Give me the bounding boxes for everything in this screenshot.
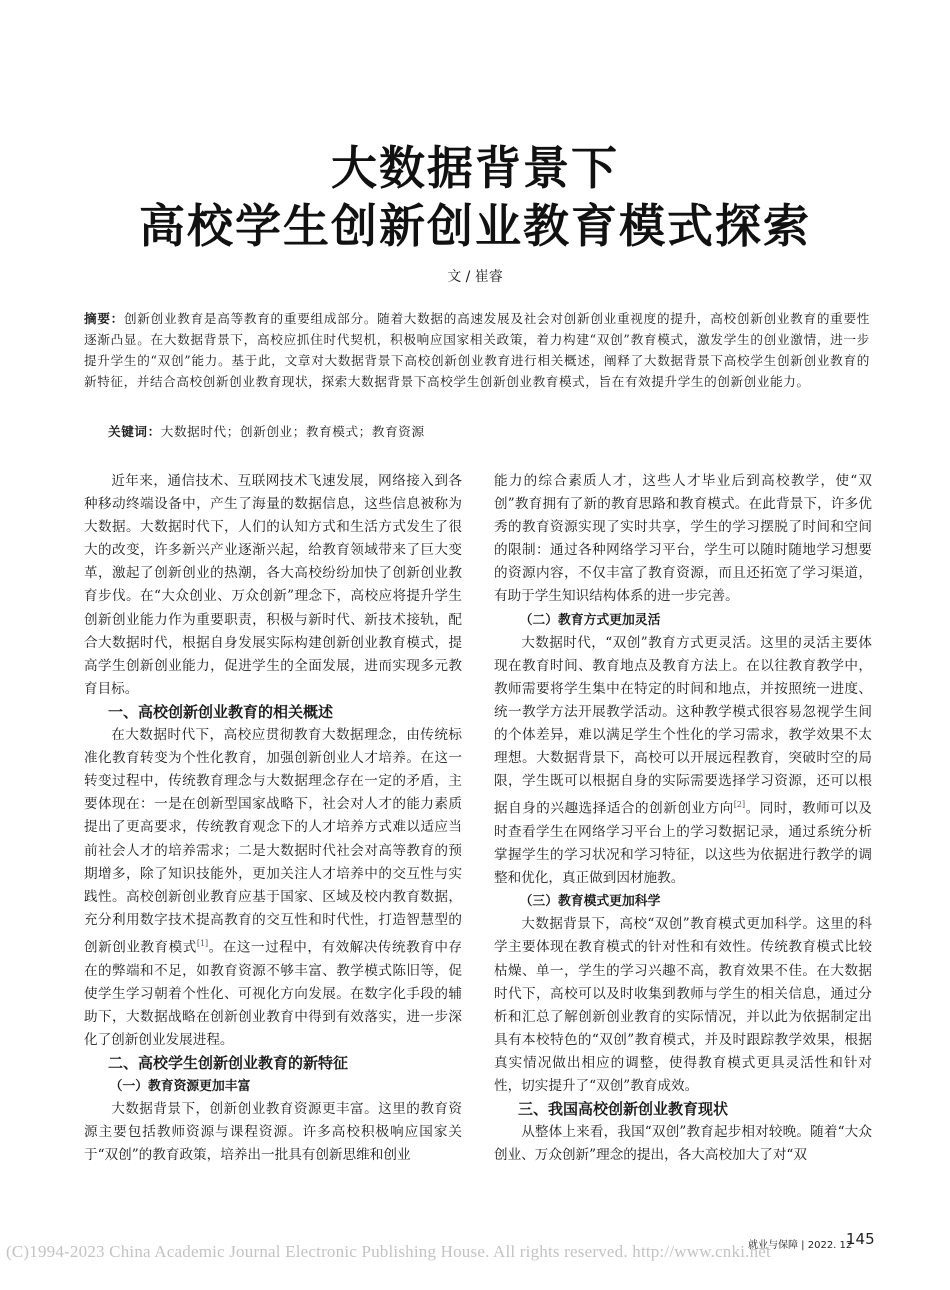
- subsection-2-1-paragraph: 大数据背景下，创新创业教育资源更丰富。这里的教育资源主要包括教师资源与课程资源。许多高校积极响应国家关于“双创”的教育政策，培养出一批具有创新思维和创业: [84, 1101, 462, 1164]
- article-title-line-2: 高校学生创新创业教育模式探索: [139, 199, 811, 253]
- subsection-heading-2-2: （二）教育方式更加灵活: [519, 612, 661, 628]
- section-1-paragraph: [84, 724, 462, 1052]
- section-1-text-b: 。在这一过程中，有效解决传统教育中存在的弊端和不足，如教育资源不够丰富、教学模式陈旧等，促使学生学习朝着个性化、可视化方向发展。在数字化手段的辅助下，大数据战略在创新创业教育中得到有效落实，进一步深化了创新创业发展进程。: [84, 939, 463, 1048]
- page-number: 145: [846, 1230, 875, 1248]
- copyright-watermark: (C)1994-2023 China Academic Journal Electronic Publishing House. All rights reserved. http://www.cnki.net: [6, 1242, 771, 1261]
- subsection-heading-2-3: （三）教育模式更加科学: [519, 894, 661, 910]
- left-column: [84, 470, 462, 1167]
- intro-paragraph: 近年来，通信技术、互联网技术飞速发展，网络接入到各种移动终端设备中，产生了海量的数据信息，这些信息被称为大数据。大数据时代下，人们的认知方式和生活方式发生了很大的改变，许多新兴产业逐渐兴起，给教育领域带来了巨大变革，激起了创新创业的热潮，各大高校纷纷加快了创新创业教育步伐。在“大众创业、万众创新”理念下，高校应将提升学生创新创业能力作为重要职责，积极与新时代、新技术接轨，配合大数据时代，根据自身发展实际构建创新创业教育模式，提高学生创新创业能力，促进学生的全面发展，进而实现多元教育目标。: [84, 473, 462, 697]
- abstract-text: 创新创业教育是高等教育的重要组成部分。随着大数据的高速发展及社会对创新创业重视度的提升，高校创新创业教育的重要性逐渐凸显。在大数据背景下，高校应抓住时代契机，积极响应国家相关政策，着力构建“双创”教育模式，激发学生的创业激情，进一步提升学生的“双创”能力。基于此，文章对大数据背景下高校创新创业教育进行相关概述，阐释了大数据背景下高校学生创新创业教育的新特征，并结合高校创新创业教育现状，探索大数据背景下高校学生创新创业教育模式，旨在有效提升学生的创新创业能力。: [84, 311, 870, 389]
- citation-1: [1]: [196, 938, 209, 948]
- right-column: [494, 470, 872, 1167]
- subsection-2-2-text-b: 。同时，教师可以及时查看学生在网络学习平台上的学习数据记录，通过系统分析掌握学生的学习状况和学习特征，以这些为依据进行教学的调整和优化，真正做到因材施教。: [494, 800, 873, 887]
- continued-paragraph: 能力的综合素质人才，这些人才毕业后到高校教学，使“双创”教育拥有了新的教育思路和教育模式。在此背景下，许多优秀的教育资源实现了实时共享，学生的学习摆脱了时间和空间的限制：通过各种网络学习平台，学生可以随时随地学习想要的资源内容，不仅丰富了教育资源，而且还拓宽了学习渠道，有助于学生知识结构体系的进一步完善。: [494, 473, 872, 605]
- abstract: [84, 308, 870, 392]
- subsection-2-3-paragraph: 大数据背景下，高校“双创”教育模式更加科学。这里的科学主要体现在教育模式的针对性和有效性。传统教育模式比较枯燥、单一，学生的学习兴趣不高，教育效果不佳。在大数据时代下，高校可以及时收集到教师与学生的相关信息，通过分析和汇总了解创新创业教育的实际情况，并以此为依据制定出具有本校特色的“双创”教育模式，并及时跟踪教学效果，根据真实情况做出相应的调整，使得教育模式更具灵活性和针对性，切实提升了“双创”教育成效。: [494, 916, 872, 1094]
- subsection-2-2-paragraph: [494, 632, 872, 891]
- section-3-paragraph: 从整体上来看，我国“双创”教育起步相对较晚。随着“大众创业、万众创新”理念的提出，各大高校加大了对“双: [494, 1124, 872, 1164]
- journal-footer: 就业与保障 | 2022. 12: [748, 1240, 853, 1251]
- keywords: [108, 421, 868, 442]
- subsection-2-2-text-a: 大数据时代，“双创”教育方式更灵活。这里的灵活主要体现在教育时间、教育地点及教育方法上。在以往教育教学中，教师需要将学生集中在特定的时间和地点，并按照统一进度、统一教学方法开展教学活动。这种教学模式很容易忽视学生间的个体差异，难以满足学生个性化的学习需求，教学效果不太理想。大数据背景下，高校可以开展远程教育，突破时空的局限，学生既可以根据自身的实际需要选择学习资源，还可以根据自身的兴趣选择适合的创新创业方向: [494, 634, 872, 817]
- section-heading-2: 二、高校学生创新创业教育的新特征: [108, 1053, 349, 1072]
- section-heading-3: 三、我国高校创新创业教育现状: [518, 1100, 729, 1119]
- abstract-label: 摘要：: [84, 311, 124, 326]
- author-byline: 文 / 崔睿: [447, 269, 503, 285]
- citation-2: [2]: [733, 800, 746, 810]
- keywords-label: 关键词：: [108, 424, 161, 439]
- subsection-heading-2-1: （一）教育资源更加丰富: [109, 1078, 251, 1094]
- section-heading-1: 一、高校创新创业教育的相关概述: [108, 702, 334, 721]
- section-1-text-a: 在大数据时代下，高校应贯彻教育大数据理念，由传统标准化教育转变为个性化教育，加强创新创业人才培养。在这一转变过程中，传统教育理念与大数据理念存在一定的矛盾，主要体现在：一是在创新型国家战略下，社会对人才的能力素质提出了更高要求，传统教育观念下的人才培养方式难以适应当前社会人才的培养需求；二是大数据时代社会对高等教育的预期增多，除了知识技能外，更加关注人才培养中的交互性与实践性。高校创新创业教育应基于国家、区域及校内教育数据，充分利用数字技术提高教育的交互性和时代性，打造智慧型的创新创业教育模式: [84, 727, 462, 956]
- keywords-text: 大数据时代；创新创业；教育模式；教育资源: [160, 424, 425, 439]
- article-title-line-1: 大数据背景下: [331, 141, 619, 195]
